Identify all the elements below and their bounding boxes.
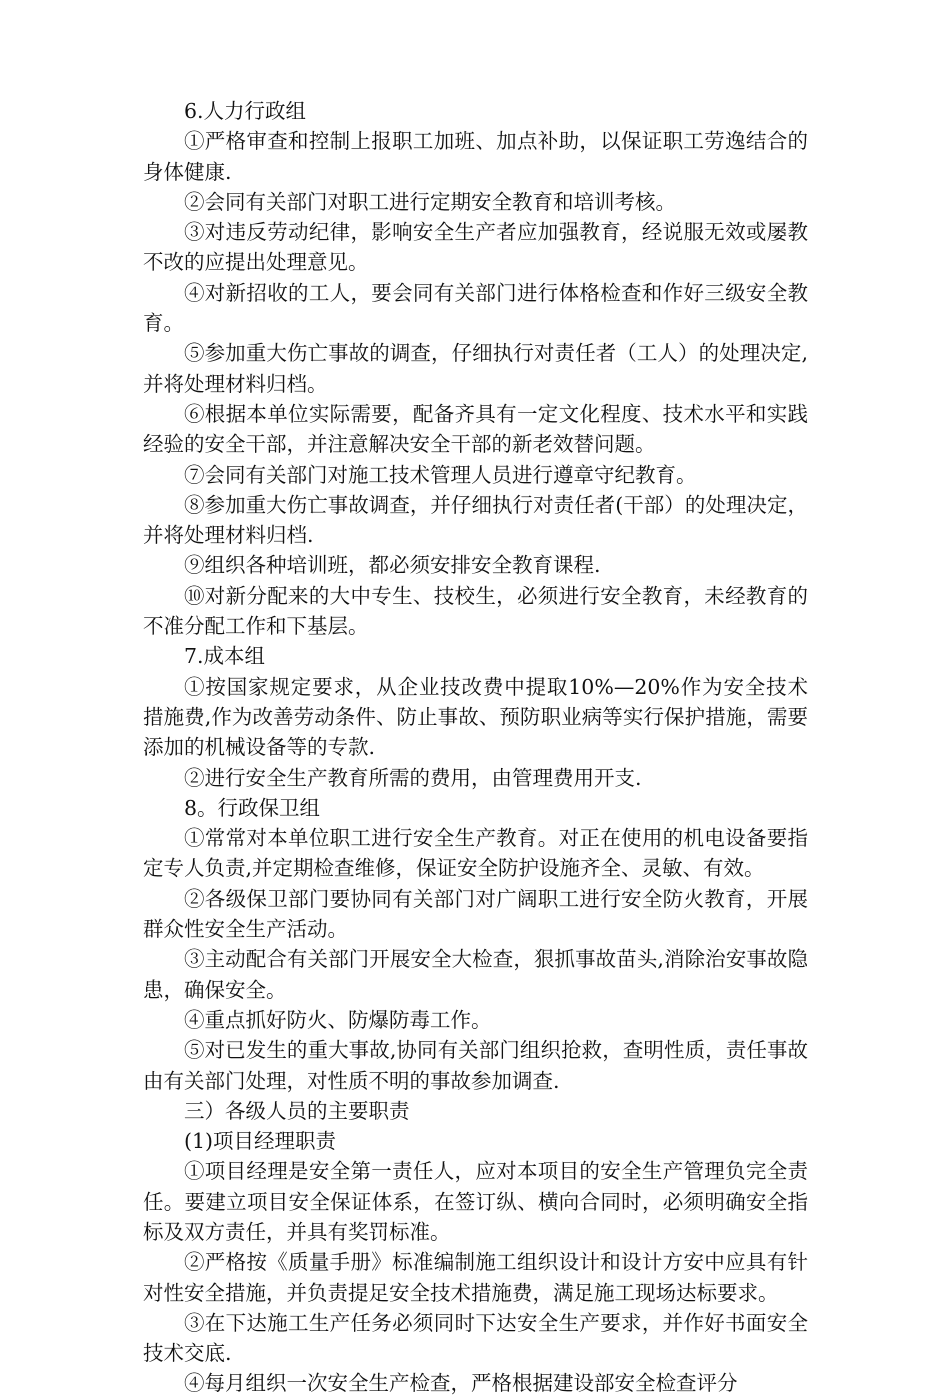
- paragraph: ④重点抓好防火、防爆防毒工作。: [184, 1007, 492, 1032]
- paragraph: ⑤参加重大伤亡事故的调查，仔细执行对责任者（工人）的处理决定,并将处理材料归档。: [143, 341, 808, 396]
- paragraph: ②严格按《质量手册》标准编制施工组织设计和设计方安中应具有针对性安全措施，并负责提足安全技术措施费，满足施工现场达标要求。: [143, 1250, 808, 1305]
- paragraph: ①按国家规定要求，从企业技改费中提取10%—20%作为安全技术措施费,作为改善劳动条件、防止事故、预防职业病等实行保护措施，需要添加的机械设备等的专款.: [143, 674, 808, 760]
- document-page: [143, 96, 808, 1399]
- paragraph: ⑦会同有关部门对施工技术管理人员进行遵章守纪教育。: [184, 462, 697, 487]
- paragraph: ⑤对已发生的重大事故,协同有关部门组织抢救，查明性质，责任事故由有关部门处理，对性质不明的事故参加调查.: [143, 1038, 808, 1093]
- paragraph: ③对违反劳动纪律，影响安全生产者应加强教育，经说服无效或屡教不改的应提出处理意见。: [143, 220, 808, 275]
- paragraph: ④每月组织一次安全生产检查，严格根据建设部安全检查评分: [184, 1371, 738, 1396]
- paragraph: ⑧参加重大伤亡事故调查，并仔细执行对责任者(干部）的处理决定，并将处理材料归档.: [143, 492, 808, 548]
- paragraph: ④对新招收的工人，要会同有关部门进行体格检查和作好三级安全教育。: [143, 280, 808, 336]
- paragraph: ②各级保卫部门要协同有关部门对广阔职工进行安全防火教育，开展群众性安全生产活动。: [143, 886, 808, 942]
- paragraph: ⑩对新分配来的大中专生、技校生，必须进行安全教育，未经教育的不准分配工作和下基层。: [143, 583, 808, 639]
- section-heading-security: 8。行政保卫组: [184, 795, 321, 820]
- paragraph: ②进行安全生产教育所需的费用，由管理费用开支.: [184, 765, 642, 790]
- paragraph: ①项目经理是安全第一责任人，应对本项目的安全生产管理负完全责任。要建立项目安全保证体系，在签订纵、横向合同时，必须明确安全指标及双方责任，并具有奖罚标准。: [143, 1159, 808, 1244]
- paragraph: ③在下达施工生产任务必须同时下达安全生产要求，并作好书面安全技术交底.: [143, 1310, 808, 1366]
- paragraph: ①常常对本单位职工进行安全生产教育。对正在使用的机电设备要指定专人负责,并定期检查维修，保证安全防护设施齐全、灵敏、有效。: [143, 826, 808, 881]
- subsection-heading-project-manager: (1)项目经理职责: [184, 1129, 337, 1154]
- paragraph: ①严格审查和控制上报职工加班、加点补助，以保证职工劳逸结合的身体健康.: [143, 129, 808, 184]
- paragraph: ②会同有关部门对职工进行定期安全教育和培训考核。: [184, 189, 676, 214]
- paragraph: ⑨组织各种培训班，都必须安排安全教育课程.: [184, 553, 601, 578]
- section-heading-hr-admin: 6.人力行政组: [184, 99, 307, 123]
- paragraph: ③主动配合有关部门开展安全大检查，狠抓事故苗头,消除治安事故隐患，确保安全。: [143, 947, 808, 1002]
- section-heading-cost: 7.成本组: [184, 644, 266, 669]
- section-heading-responsibilities: 三）各级人员的主要职责: [184, 1098, 410, 1123]
- paragraph: ⑥根据本单位实际需要，配备齐具有一定文化程度、技术水平和实践经验的安全干部，并注意解决安全干部的新老效替问题。: [143, 401, 808, 457]
